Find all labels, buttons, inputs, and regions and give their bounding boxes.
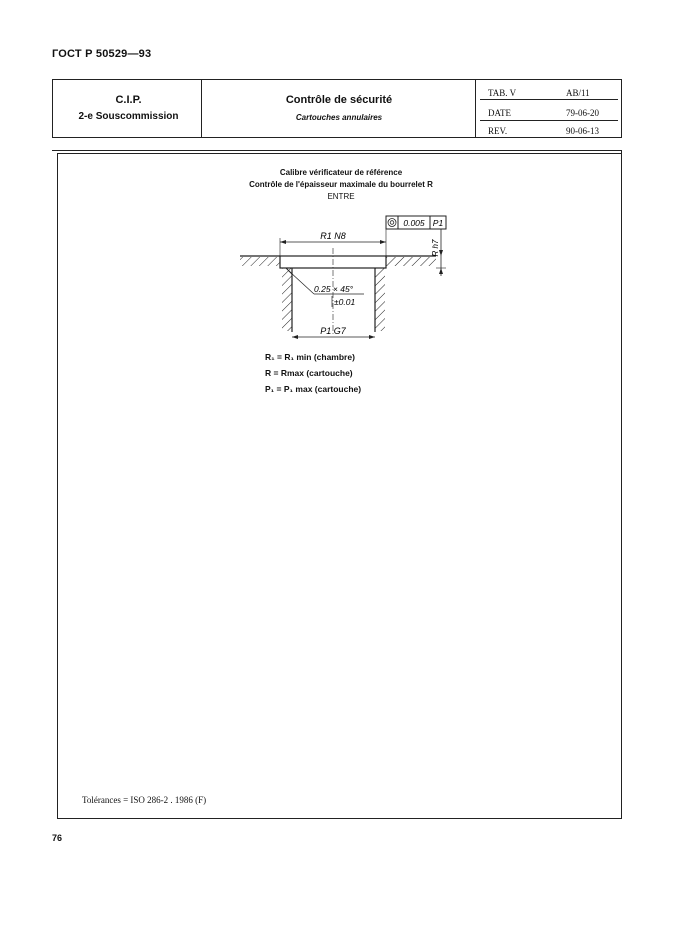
dim-side-label: R h7 [431, 239, 440, 257]
main-left-border [57, 153, 58, 818]
right-bore-hatch [375, 268, 385, 331]
rev-value: 90-06-13 [566, 126, 599, 136]
tab-value: AB/11 [566, 88, 590, 98]
legend-line-3: P₁ = P₁ max (cartouche) [265, 384, 362, 394]
legend-line-1: R₁ = R₁ min (chambre) [265, 352, 355, 362]
figure-caption-line1: Calibre vérificateur de référence [279, 168, 403, 177]
header-left-border [52, 79, 53, 137]
org-subtitle: 2-e Souscommission [78, 111, 179, 122]
header-divider-1 [201, 79, 202, 137]
document-reference: ГОСТ Р 50529—93 [52, 48, 152, 60]
rev-label: REV. [488, 126, 508, 136]
main-top-border-inner [57, 153, 622, 154]
dim-top-label: R1 N8 [320, 231, 346, 241]
tab-label: TAB. V [488, 88, 517, 98]
page-number: 76 [52, 833, 63, 843]
header-row-line-1 [480, 99, 618, 100]
figure-caption-line3: ENTRE [327, 192, 355, 201]
header-row-line-2 [480, 120, 618, 121]
figure-caption-line2: Contrôle de l'épaisseur maximale du bourrelet R [249, 180, 433, 189]
frame-reference: P1 [432, 218, 444, 228]
doc-subtitle: Cartouches annulaires [295, 113, 383, 122]
dim-bottom-label: P1 G7 [320, 326, 346, 336]
main-right-border [621, 150, 622, 818]
right-surface-hatch [386, 257, 436, 266]
date-label: DATE [488, 108, 511, 118]
frame-tolerance: 0.005 [403, 218, 425, 228]
concentricity-icon [388, 219, 396, 227]
left-bore-hatch [282, 268, 292, 331]
date-value: 79-06-20 [566, 108, 599, 118]
header-right-border [621, 79, 622, 137]
header-top-border [52, 79, 622, 80]
doc-title: Contrôle de sécurité [285, 94, 393, 106]
header-bottom-border [52, 137, 622, 138]
tolerances-note: Tolérances = ISO 286-2 . 1986 (F) [82, 795, 207, 805]
main-bottom-border [57, 818, 622, 819]
legend-line-2: R = Rmax (cartouche) [265, 368, 353, 378]
tolerance-label: ±0.01 [334, 297, 356, 307]
gauge-drawing [230, 210, 460, 350]
chamfer-label: 0.25 × 45° [314, 284, 354, 294]
main-top-border [52, 150, 622, 151]
left-surface-hatch [240, 257, 280, 266]
org-title: C.I.P. [115, 94, 142, 106]
header-divider-2 [475, 79, 476, 137]
